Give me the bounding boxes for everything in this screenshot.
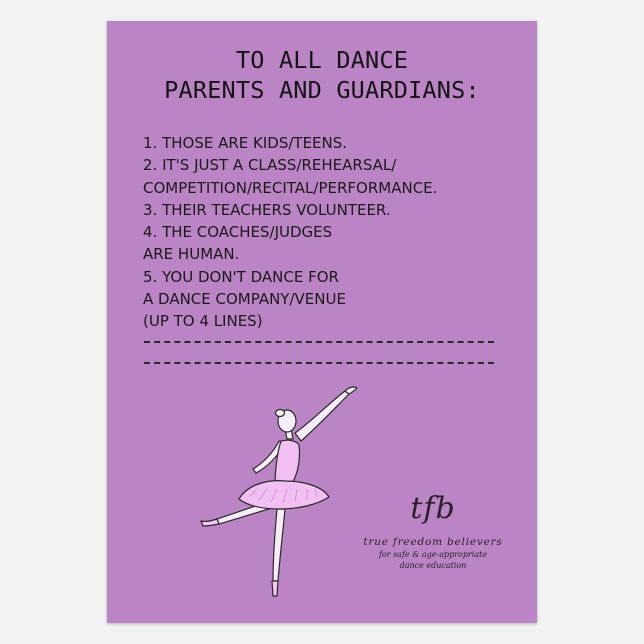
list-line: 4. THE COACHES/JUDGES — [143, 223, 333, 242]
logo-tagline-2: dance education — [399, 561, 467, 570]
list-line: (UP TO 4 LINES) — [143, 312, 263, 331]
rules-list — [143, 132, 437, 333]
logo-mark: tfb — [410, 491, 456, 526]
poster-title — [107, 45, 537, 105]
title-line-2: PARENTS AND GUARDIANS: — [164, 76, 480, 104]
poster — [107, 21, 537, 623]
logo-name: true freedom believers — [363, 536, 503, 548]
logo-tagline-1: for safe & age-appropriate — [378, 550, 488, 559]
list-line: 3. THEIR TEACHERS VOLUNTEER. — [143, 200, 391, 219]
blank-line-1 — [144, 341, 494, 343]
list-line: COMPETITION/RECITAL/PERFORMANCE. — [143, 178, 438, 197]
list-line: A DANCE COMPANY/VENUE — [143, 290, 346, 309]
tfb-logo — [333, 491, 533, 571]
list-line: 1. THOSE ARE KIDS/TEENS. — [143, 134, 348, 152]
title-line-1: TO ALL DANCE — [235, 46, 409, 74]
blank-line-2 — [144, 362, 494, 364]
list-line: ARE HUMAN. — [143, 245, 240, 264]
list-line: 5. YOU DON'T DANCE FOR — [143, 267, 339, 286]
list-line: 2. IT'S JUST A CLASS/REHEARSAL/ — [143, 156, 397, 175]
